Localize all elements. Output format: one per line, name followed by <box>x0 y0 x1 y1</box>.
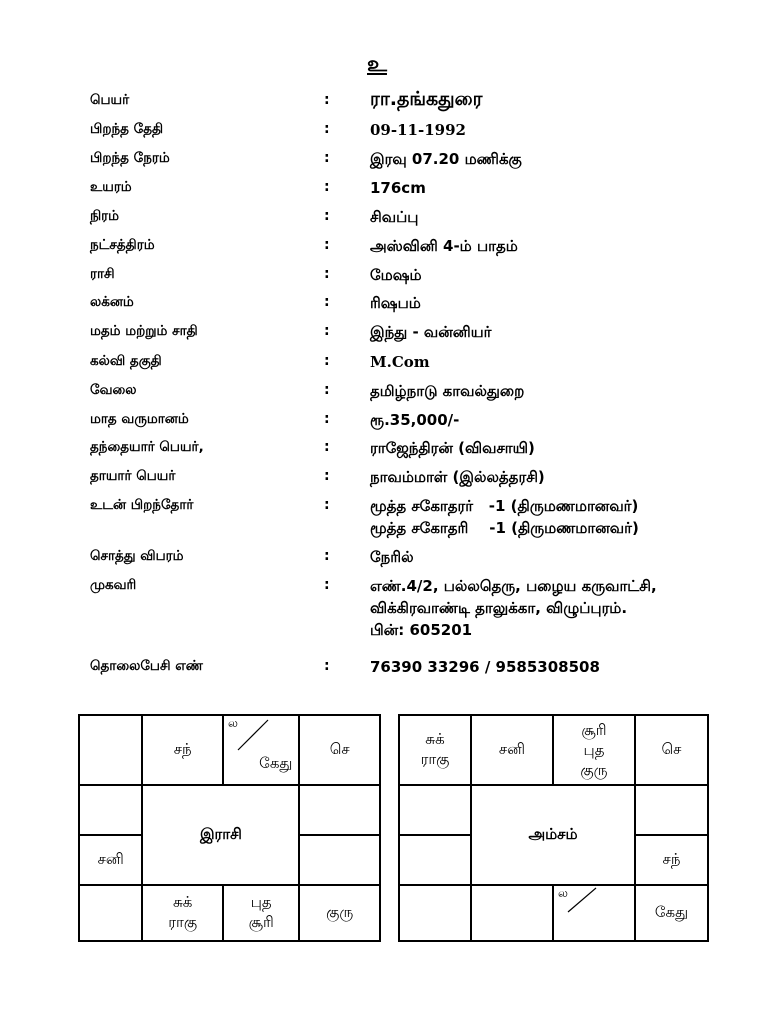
detail-row-father <box>0 437 768 463</box>
detail-row-education <box>0 351 768 377</box>
lagna-mark: ல <box>558 886 568 900</box>
detail-value: ரா.தங்கதுரை <box>370 88 483 110</box>
detail-value: M.Com <box>370 353 430 371</box>
rasi-house-3 <box>223 715 300 785</box>
rasi-chart <box>78 714 381 942</box>
colon: : <box>324 439 330 455</box>
sibling-line-2: மூத்த சகோதரி -1 (திருமணமானவர்) <box>370 519 639 537</box>
amsam-house-5 <box>635 785 708 835</box>
detail-label: மாத வருமானம் <box>90 411 189 427</box>
detail-label: லக்னம் <box>90 294 134 310</box>
colon: : <box>324 468 330 484</box>
detail-row-rasi <box>0 264 768 290</box>
colon: : <box>324 548 330 564</box>
detail-row-birth-time <box>0 148 768 174</box>
detail-row-siblings <box>0 495 768 543</box>
rasi-house-10 <box>79 885 142 941</box>
detail-label: வேலை <box>90 382 137 398</box>
detail-label: ராசி <box>90 266 115 282</box>
detail-row-income <box>0 409 768 435</box>
detail-value: மேஷம் <box>370 266 422 284</box>
detail-value: 09-11-1992 <box>370 121 466 139</box>
detail-row-dob <box>0 119 768 145</box>
rasi-title: இராசி <box>142 785 299 885</box>
detail-value: அஸ்வினி 4-ம் பாதம் <box>370 237 518 255</box>
address-line-1: எண்.4/2, பல்லதெரு, பழைய கருவாட்சி, <box>370 577 657 595</box>
amsam-house-10 <box>399 885 471 941</box>
rasi-house-8: புத சூரி <box>223 885 300 941</box>
colon: : <box>324 294 330 310</box>
amsam-house-2: சனி <box>471 715 553 785</box>
amsam-house-11 <box>399 835 471 885</box>
address-line-2: விக்கிரவாண்டி தாலுக்கா, விழுப்புரம். <box>370 599 628 617</box>
detail-value: தமிழ்நாடு காவல்துறை <box>370 382 525 400</box>
detail-row-lagnam <box>0 292 768 318</box>
detail-row-star <box>0 235 768 261</box>
detail-label: உடன் பிறந்தோர் <box>90 497 194 513</box>
rasi-house-7: குரு <box>299 885 380 941</box>
rasi-house-5 <box>299 785 380 835</box>
lagna-divider-line <box>554 886 634 942</box>
detail-label: முகவரி <box>90 577 137 593</box>
detail-row-complexion <box>0 206 768 232</box>
colon: : <box>324 179 330 195</box>
lagna-mark: ல <box>227 716 238 730</box>
detail-value: ரூ.35,000/- <box>370 411 460 429</box>
detail-label: சொத்து விபரம் <box>90 548 184 564</box>
amsam-chart <box>398 714 709 942</box>
colon: : <box>324 208 330 224</box>
colon: : <box>324 92 330 108</box>
detail-value: இந்து - வன்னியர் <box>370 323 492 341</box>
colon: : <box>324 266 330 282</box>
detail-label: தந்தையார் பெயர், <box>90 439 204 455</box>
rasi-house-11: சனி <box>79 835 142 885</box>
amsam-house-8 <box>553 885 635 941</box>
rasi-house-9: சுக் ராகு <box>142 885 223 941</box>
amsam-house-1: சுக் ராகு <box>399 715 471 785</box>
colon: : <box>324 150 330 166</box>
colon: : <box>324 353 330 369</box>
phone-value: 76390 33296 / 9585308508 <box>370 658 600 676</box>
rasi-house-4: செ <box>299 715 380 785</box>
amsam-house-9 <box>471 885 553 941</box>
detail-row-address <box>0 575 768 645</box>
detail-row-mother <box>0 466 768 492</box>
detail-value: ரிஷபம் <box>370 294 421 312</box>
detail-row-religion <box>0 321 768 347</box>
ketu-label: கேது <box>259 754 293 772</box>
colon: : <box>324 497 330 513</box>
rasi-house-6 <box>299 835 380 885</box>
colon: : <box>324 577 330 593</box>
amsam-house-12 <box>399 785 471 835</box>
detail-row-phone <box>0 656 768 682</box>
rasi-house-2: சந் <box>142 715 223 785</box>
detail-label: உயரம் <box>90 179 132 195</box>
detail-value: இரவு 07.20 மணிக்கு <box>370 150 522 168</box>
heading-symbol: உ <box>367 52 387 77</box>
detail-label: மதம் மற்றும் சாதி <box>90 323 198 339</box>
detail-value: ராஜேந்திரன் (விவசாயி) <box>370 439 535 457</box>
colon: : <box>324 323 330 339</box>
detail-value: நேரில் <box>370 548 414 566</box>
colon: : <box>324 382 330 398</box>
detail-row-height <box>0 177 768 203</box>
detail-label: நட்சத்திரம் <box>90 237 155 253</box>
colon: : <box>324 237 330 253</box>
colon: : <box>324 658 330 674</box>
detail-label: பெயர் <box>90 92 130 108</box>
detail-label: தொலைபேசி எண் <box>90 658 203 674</box>
amsam-house-4: செ <box>635 715 708 785</box>
detail-label: கல்வி தகுதி <box>90 353 162 369</box>
detail-label: பிறந்த நேரம் <box>90 150 170 166</box>
amsam-house-7: கேது <box>635 885 708 941</box>
rasi-house-12 <box>79 785 142 835</box>
amsam-title: அம்சம் <box>471 785 635 885</box>
detail-row-job <box>0 380 768 406</box>
detail-label: பிறந்த தேதி <box>90 121 164 137</box>
detail-value: சிவப்பு <box>370 208 419 226</box>
detail-value: 176cm <box>370 179 426 197</box>
colon: : <box>324 121 330 137</box>
amsam-house-3: சூரி புத குரு <box>553 715 635 785</box>
detail-row-property <box>0 546 768 572</box>
colon: : <box>324 411 330 427</box>
detail-label: தாயார் பெயர் <box>90 468 176 484</box>
detail-label: நிரம் <box>90 208 120 224</box>
amsam-house-6: சந் <box>635 835 708 885</box>
address-line-3: பின்: 605201 <box>370 621 473 639</box>
lagna-divider-line <box>224 716 298 786</box>
sibling-line-1: மூத்த சகோதரர் -1 (திருமணமானவர்) <box>370 497 639 515</box>
detail-row-name <box>0 90 768 116</box>
detail-value: நாவம்மாள் (இல்லத்தரசி) <box>370 468 545 486</box>
rasi-house-1 <box>79 715 142 785</box>
